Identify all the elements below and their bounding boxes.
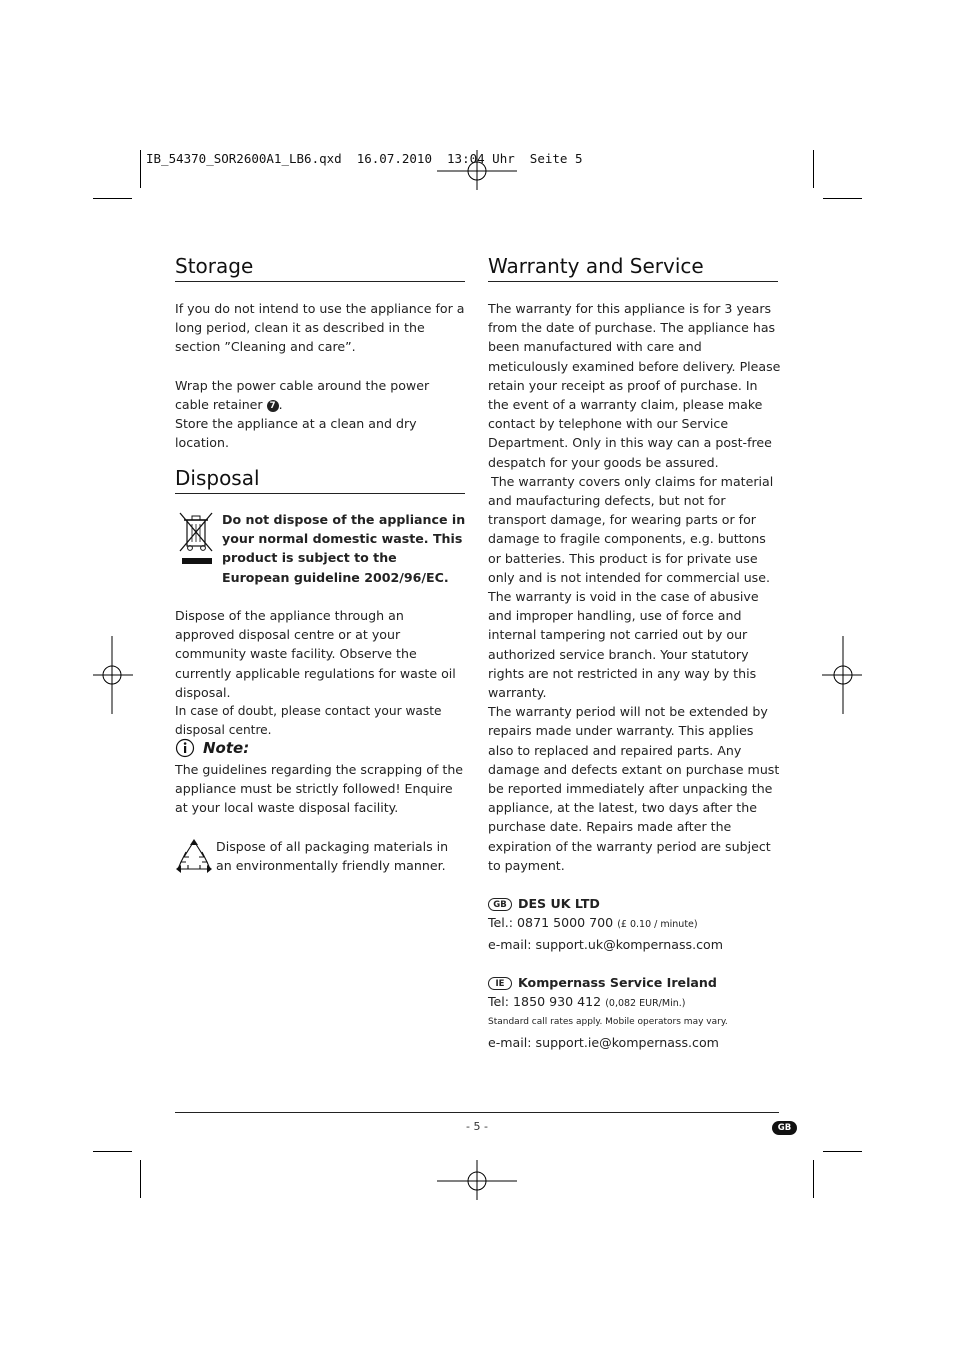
storage-heading-rule <box>175 281 465 282</box>
ie-service-line <box>488 973 781 992</box>
print-slug: IB_54370_SOR2600A1_LB6.qxd 16.07.2010 13:04 Uhr Seite 5 <box>146 151 583 166</box>
registration-mark-right <box>822 636 862 714</box>
note-title: Note: <box>203 739 250 757</box>
note-text: The guidelines regarding the scrapping of the appliance must be strictly followed! Enquire at your local waste disposal facility. <box>175 762 464 816</box>
disposal-paragraph-1: Dispose of the appliance through an approved disposal centre or at your community waste facility. Observe the currently applicable regulations for waste oil disposal. <box>175 608 456 700</box>
warranty-paragraph-1: The warranty for this appliance is for 3 years from the date of purchase. The appliance has been manufactured with care and meticulously examined before delivery. Please retain your receipt as proof of purchase. In the event of a warranty claim, please make contact by telephone with our Service Department. Only in this way can a post-free despatch for your goods be assured. <box>488 301 781 470</box>
crop-mark <box>93 198 132 199</box>
warranty-heading-rule <box>488 281 778 282</box>
info-icon <box>175 738 197 758</box>
warranty-heading: Warranty and Service <box>488 254 704 278</box>
ie-flag-badge: IE <box>488 977 512 990</box>
warranty-paragraph-2: The warranty covers only claims for material and maufacturing defects, but not for transport damage, for wearing parts or for damage to fragile components, e.g. buttons or batteries. This product is for private use only and is not intended for commercial use. The warranty is void in the case of abusive and improper handling, use of force and internal tampering not carried out by our authorized service branch. Your statutory rights are not restricted in any way by this warranty. <box>488 473 774 701</box>
crop-mark <box>823 1151 862 1152</box>
disposal-warning: Do not dispose of the appliance in your normal domestic waste. This product is subject to the European guideline 2002/96/EC. <box>222 512 466 585</box>
recycle-icon <box>175 838 213 876</box>
uk-email: e-mail: support.uk@kompernass.com <box>488 936 723 952</box>
storage-paragraph-1: If you do not intend to use the appliance for a long period, clean it as described in the section ”Cleaning and care”. <box>175 301 465 355</box>
ie-rates-note: Standard call rates apply. Mobile operators may vary. <box>488 1017 728 1028</box>
crop-mark <box>140 1160 141 1198</box>
storage-heading: Storage <box>175 254 254 278</box>
crop-mark <box>93 1151 132 1152</box>
registration-mark-bottom <box>437 1160 517 1200</box>
disposal-heading-rule <box>175 493 465 494</box>
registration-mark-left <box>93 636 133 714</box>
storage-paragraph-2: Wrap the power cable around the power cable retainer 7 . <box>175 377 430 412</box>
disposal-heading: Disposal <box>175 466 260 490</box>
uk-phone-line: Tel.: 0871 5000 700 (£ 0.10 / minute) <box>488 915 698 931</box>
crossed-bin-icon <box>178 511 214 567</box>
crop-mark <box>813 1160 814 1198</box>
ie-email: e-mail: support.ie@kompernass.com <box>488 1034 719 1050</box>
ie-phone-line: Tel: 1850 930 412 (0,082 EUR/Min.) <box>488 994 686 1010</box>
packaging-text: Dispose of all packaging materials in an environmentally friendly manner. <box>216 839 449 874</box>
uk-service-line <box>488 894 781 913</box>
part-number-badge: 7 <box>267 400 279 412</box>
page-number: - 5 - <box>466 1120 488 1133</box>
warranty-text <box>488 299 781 1052</box>
storage-text <box>175 299 467 453</box>
ie-company: Kompernass Service Ireland <box>518 975 717 991</box>
gb-flag-badge: GB <box>488 898 512 911</box>
crop-mark <box>140 150 141 188</box>
language-badge: GB <box>772 1121 797 1135</box>
uk-company: DES UK LTD <box>518 896 600 912</box>
crop-mark <box>823 198 862 199</box>
disposal-text <box>175 606 467 740</box>
crop-mark <box>813 150 814 188</box>
disposal-paragraph-2: In case of doubt, please contact your waste disposal centre. <box>175 704 442 738</box>
footer-rule <box>175 1112 779 1113</box>
warranty-paragraph-3: The warranty period will not be extended by repairs made under warranty. This applies also to replaced and repaired parts. Any damage and defects extant on purchase must be reported immediately after unpacking the appliance, at the latest, two days after the purchase date. Repairs made after the expiration of the warranty period are subject to payment. <box>488 704 780 873</box>
storage-paragraph-3: Store the appliance at a clean and dry location. <box>175 416 417 451</box>
